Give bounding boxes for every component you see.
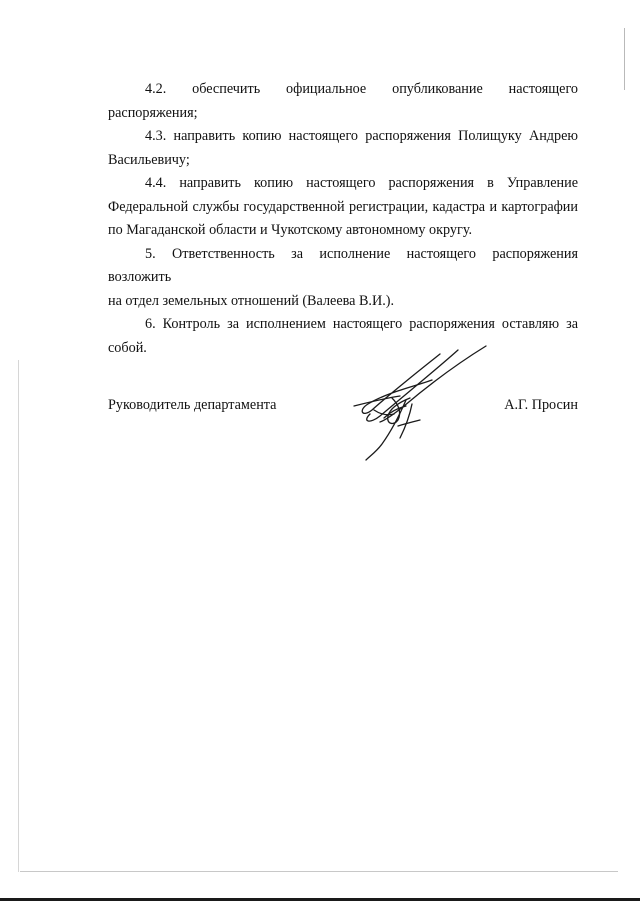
signatory-name: А.Г. Просин: [504, 397, 578, 413]
paragraph-line: Васильевичу;: [108, 151, 190, 168]
paragraph-4-2: [108, 78, 578, 125]
paragraph-5: [108, 243, 578, 314]
paragraph-line: собой.: [108, 339, 147, 356]
scan-bottom-border: [0, 898, 640, 901]
paragraph-line: по Магаданской области и Чукотскому автономному округу.: [108, 222, 473, 238]
handwritten-signature: [340, 340, 500, 465]
paragraph-line: 4.2. обеспечить официальное опубликование настоящего: [145, 81, 578, 97]
paragraph-line: на отдел земельных отношений (Валеева В.И.).: [108, 292, 395, 309]
paragraph-line: 6. Контроль за исполнением настоящего распоряжения оставляю за: [145, 316, 578, 332]
scan-left-edge: [18, 360, 19, 872]
scan-edge-mark: [624, 28, 625, 90]
paragraph-line: 5. Ответственность за исполнение настоящего распоряжения возложить: [108, 245, 578, 285]
document-body: [108, 78, 578, 360]
signatory-title: Руководитель департамента: [108, 397, 277, 413]
paragraph-line: Федеральной службы государственной регистрации, кадастра и картографии: [108, 198, 578, 215]
paragraph-line: 4.4. направить копию настоящего распоряжения в Управление: [145, 175, 578, 191]
footer-divider: [20, 871, 618, 872]
paragraph-line: распоряжения;: [108, 104, 198, 121]
paragraph-line: 4.3. направить копию настоящего распоряжения Полищуку Андрею: [145, 128, 578, 144]
paragraph-4-3: [108, 125, 578, 172]
paragraph-4-4: [108, 172, 578, 243]
